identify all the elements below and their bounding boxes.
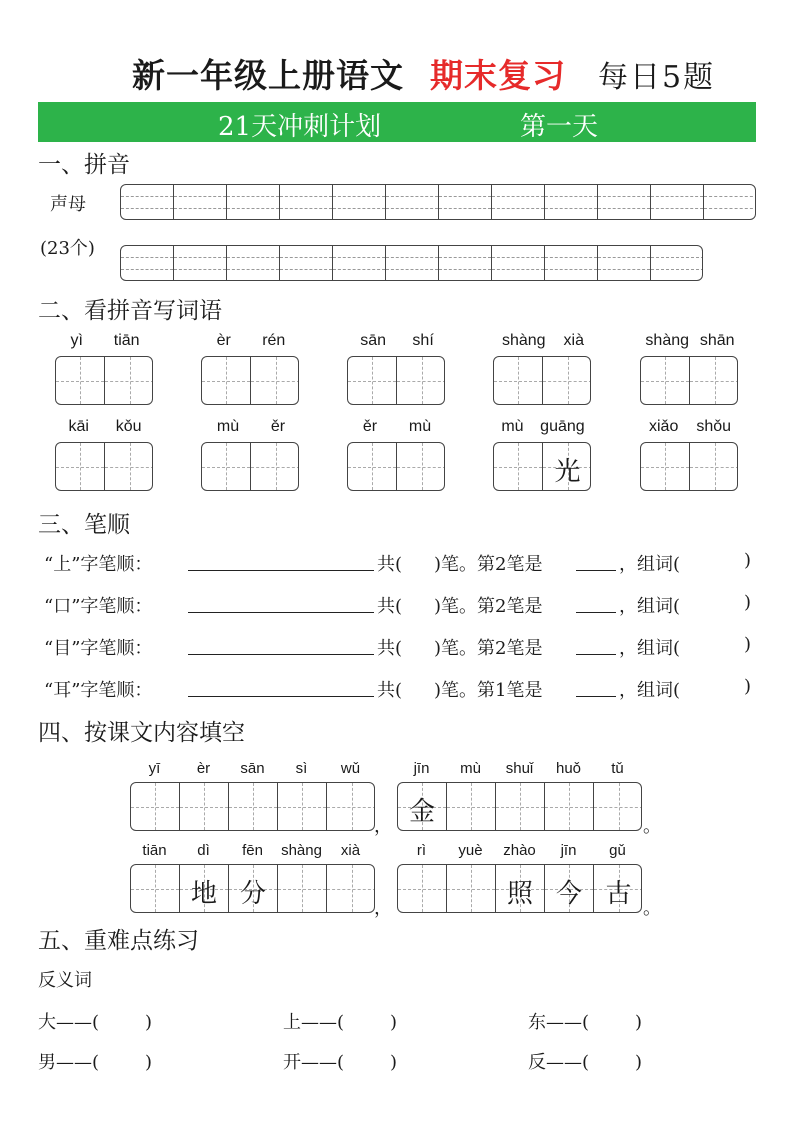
stroke-order-row [44,550,764,576]
pinyin-syllable: kāi [68,418,89,435]
pinyin-syllable: yuè [458,842,483,859]
given-character: 照 [506,879,533,909]
tianzige-cell[interactable] [545,865,594,912]
pinyin-syllable: ěr [270,418,286,435]
sentence-group [130,842,375,913]
shengmu-count: (23个) [40,238,95,259]
antonym-item [38,1048,152,1074]
sentence-punctuation: 。 [643,898,661,919]
tianzige-cell[interactable] [543,443,591,490]
tianzige-cell[interactable] [447,865,496,912]
stroke-order-blank[interactable] [188,570,374,571]
stroke-total-label: 共( [377,554,403,575]
tianzige-cell[interactable] [690,443,738,490]
closing-paren: ) [744,676,752,697]
pinyin-syllable: shàng [281,842,322,859]
word-pinyin [55,418,155,440]
closing-paren: ) [145,1052,153,1073]
stroke-total-label: 共( [377,680,403,701]
stroke-order-row [44,676,764,702]
tianzige-cell[interactable] [397,443,445,490]
word-pinyin [347,332,447,354]
word-item [640,332,740,405]
word-pinyin [201,418,301,440]
pinyin-syllable: yī [148,760,161,777]
pinyin-syllable: èr [196,760,211,777]
pinyin-syllable: yì [70,332,83,349]
antonym-word: 开 [283,1052,301,1073]
stroke-nth-label: )笔。第1笔是 [434,680,543,701]
antonym-dash: ——( [301,1012,345,1033]
closing-paren: ) [635,1052,643,1073]
section-2-heading: 二、看拼音写词语 [38,298,222,324]
stroke-char-label: “上”字笔顺： [44,554,153,575]
sentence-group [130,760,375,831]
stroke-order-blank[interactable] [188,696,374,697]
tianzige-cell[interactable] [496,783,545,830]
pinyin-syllable: mù [216,418,240,435]
stroke-nth-label: )笔。第2笔是 [434,554,543,575]
antonym-item [38,1008,152,1034]
word-group-label: ，组词( [619,554,681,575]
antonym-word: 上 [283,1012,301,1033]
pinyin-syllable: tiān [113,332,140,349]
tianzige-cell[interactable] [398,783,447,830]
given-character: 金 [408,797,435,827]
tianzige-cell[interactable] [180,783,229,830]
word-pinyin [493,418,593,440]
word-pinyin [640,332,740,354]
tianzige-cell[interactable] [56,443,105,490]
tianzige-cell[interactable] [545,783,594,830]
word-pinyin [640,418,740,440]
pinyin-syllable: shàng [645,332,690,349]
tianzige-cell[interactable] [131,783,180,830]
banner-plan: 21天冲刺计划 [218,112,382,142]
tianzige-cell[interactable] [278,783,327,830]
tianzige-cell[interactable] [56,357,105,404]
title-tail: 每日5题 [598,60,716,95]
given-character: 古 [605,879,632,909]
pinyin-writing-row-1[interactable] [120,184,756,220]
tianzige-cell[interactable] [543,357,591,404]
antonym-item [528,1008,642,1034]
word-pinyin [347,418,447,440]
pinyin-syllable: gǔ [609,842,626,859]
stroke-nth-label: )笔。第2笔是 [434,596,543,617]
antonym-dash: ——( [56,1012,100,1033]
pinyin-syllable: sān [240,760,265,777]
word-pinyin [493,332,593,354]
stroke-total-label: 共( [377,596,403,617]
antonym-word: 东 [528,1012,546,1033]
word-item [55,418,155,491]
word-pinyin [201,332,301,354]
closing-paren: ) [390,1052,398,1073]
pinyin-syllable: mù [408,418,432,435]
section-4-heading: 四、按课文内容填空 [38,720,245,746]
sentence-punctuation: ， [374,898,392,919]
tianzige-cell[interactable] [494,443,543,490]
pinyin-syllable: sān [360,332,386,349]
word-item [55,332,155,405]
pinyin-syllable: ěr [362,418,378,435]
given-character: 光 [554,457,581,487]
stroke-name-blank[interactable] [576,696,616,697]
shengmu-label: 声母 [50,194,86,215]
closing-paren: ) [744,592,752,613]
tianzige-cell[interactable] [348,357,397,404]
stroke-nth-label: )笔。第2笔是 [434,638,543,659]
stroke-total-label: 共( [377,638,403,659]
stroke-order-row [44,634,764,660]
pinyin-syllable: shí [412,332,434,349]
tianzige-cell[interactable] [180,865,229,912]
antonym-word: 大 [38,1012,56,1033]
given-character: 今 [555,879,582,909]
closing-paren: ) [390,1012,398,1033]
pinyin-syllable: wǔ [340,760,361,777]
pinyin-syllable: èr [216,332,231,349]
pinyin-syllable: shuǐ [505,760,534,777]
antonym-dash: ——( [301,1052,345,1073]
stroke-order-blank[interactable] [188,612,374,613]
tianzige-cell[interactable] [327,783,375,830]
tianzige-cell[interactable] [594,865,642,912]
plan-banner [38,102,756,142]
pinyin-syllable: kǒu [115,418,142,435]
sentence-punctuation: 。 [643,816,661,837]
stroke-order-blank[interactable] [188,654,374,655]
given-character: 地 [190,879,217,909]
pinyin-syllable: xiǎo [648,418,679,435]
section-5-heading: 五、重难点练习 [38,928,199,954]
antonym-item [528,1048,642,1074]
antonym-item [283,1008,397,1034]
tianzige-cell[interactable] [131,865,180,912]
antonym-dash: ——( [546,1052,590,1073]
antonym-dash: ——( [546,1012,590,1033]
tianzige-cell[interactable] [251,357,299,404]
word-group-label: ，组词( [619,596,681,617]
pinyin-syllable: jīn [413,760,430,777]
closing-paren: ) [145,1012,153,1033]
sentence-punctuation: ， [374,816,392,837]
tianzige-cell[interactable] [594,783,642,830]
pinyin-syllable: sì [295,760,308,777]
tianzige-cell[interactable] [397,357,445,404]
pinyin-syllable: dì [197,842,210,859]
page-title [0,44,793,96]
stroke-char-label: “目”字笔顺： [44,638,153,659]
pinyin-syllable: zhào [503,842,536,859]
pinyin-syllable: huǒ [555,760,582,777]
sentence-group [397,842,642,913]
word-item [347,418,447,491]
tianzige-cell[interactable] [496,865,545,912]
pinyin-syllable: tǔ [611,760,624,777]
antonym-subheading: 反义词 [38,970,92,991]
pinyin-syllable: shān [699,332,735,349]
word-item [493,332,593,405]
stroke-name-blank[interactable] [576,570,616,571]
word-group-label: ，组词( [619,638,681,659]
tianzige-cell[interactable] [494,357,543,404]
stroke-char-label: “口”字笔顺： [44,596,153,617]
word-item [493,418,593,491]
stroke-char-label: “耳”字笔顺： [44,680,153,701]
tianzige-cell[interactable] [327,865,375,912]
word-pinyin [55,332,155,354]
pinyin-syllable: shǒu [696,418,732,435]
stroke-name-blank[interactable] [576,612,616,613]
pinyin-syllable: xià [563,332,584,349]
title-main: 新一年级上册语文 [132,56,404,95]
tianzige-cell[interactable] [105,443,153,490]
pinyin-syllable: tiān [142,842,167,859]
pinyin-syllable: rì [416,842,427,859]
antonym-item [283,1048,397,1074]
pinyin-syllable: mù [460,760,481,777]
antonym-word: 男 [38,1052,56,1073]
antonym-dash: ——( [56,1052,100,1073]
pinyin-syllable: rén [262,332,286,349]
pinyin-syllable: shàng [501,332,546,349]
section-3-heading: 三、笔顺 [38,512,130,538]
pinyin-syllable: fēn [242,842,263,859]
word-item [201,332,301,405]
banner-day: 第一天 [520,112,599,142]
stroke-name-blank[interactable] [576,654,616,655]
tianzige-cell[interactable] [105,357,153,404]
tianzige-cell[interactable] [447,783,496,830]
tianzige-cell[interactable] [229,783,278,830]
word-item [201,418,301,491]
closing-paren: ) [635,1012,643,1033]
tianzige-cell[interactable] [278,865,327,912]
stroke-order-row [44,592,764,618]
closing-paren: ) [744,550,752,571]
tianzige-cell[interactable] [202,443,251,490]
pinyin-writing-row-2[interactable] [120,245,703,281]
closing-paren: ) [744,634,752,655]
tianzige-cell[interactable] [398,865,447,912]
tianzige-cell[interactable] [641,443,690,490]
pinyin-syllable: xià [340,842,361,859]
tianzige-cell[interactable] [348,443,397,490]
tianzige-cell[interactable] [690,357,738,404]
given-character: 分 [239,879,266,909]
word-item [640,418,740,491]
section-1-heading: 一、拼音 [38,152,130,178]
title-highlight: 期末复习 [430,56,566,95]
word-group-label: ，组词( [619,680,681,701]
pinyin-syllable: jīn [560,842,577,859]
sentence-group [397,760,642,831]
word-item [347,332,447,405]
pinyin-syllable: guāng [540,418,585,435]
tianzige-cell[interactable] [641,357,690,404]
antonym-word: 反 [528,1052,546,1073]
pinyin-syllable: mù [501,418,524,435]
tianzige-cell[interactable] [202,357,251,404]
tianzige-cell[interactable] [229,865,278,912]
tianzige-cell[interactable] [251,443,299,490]
